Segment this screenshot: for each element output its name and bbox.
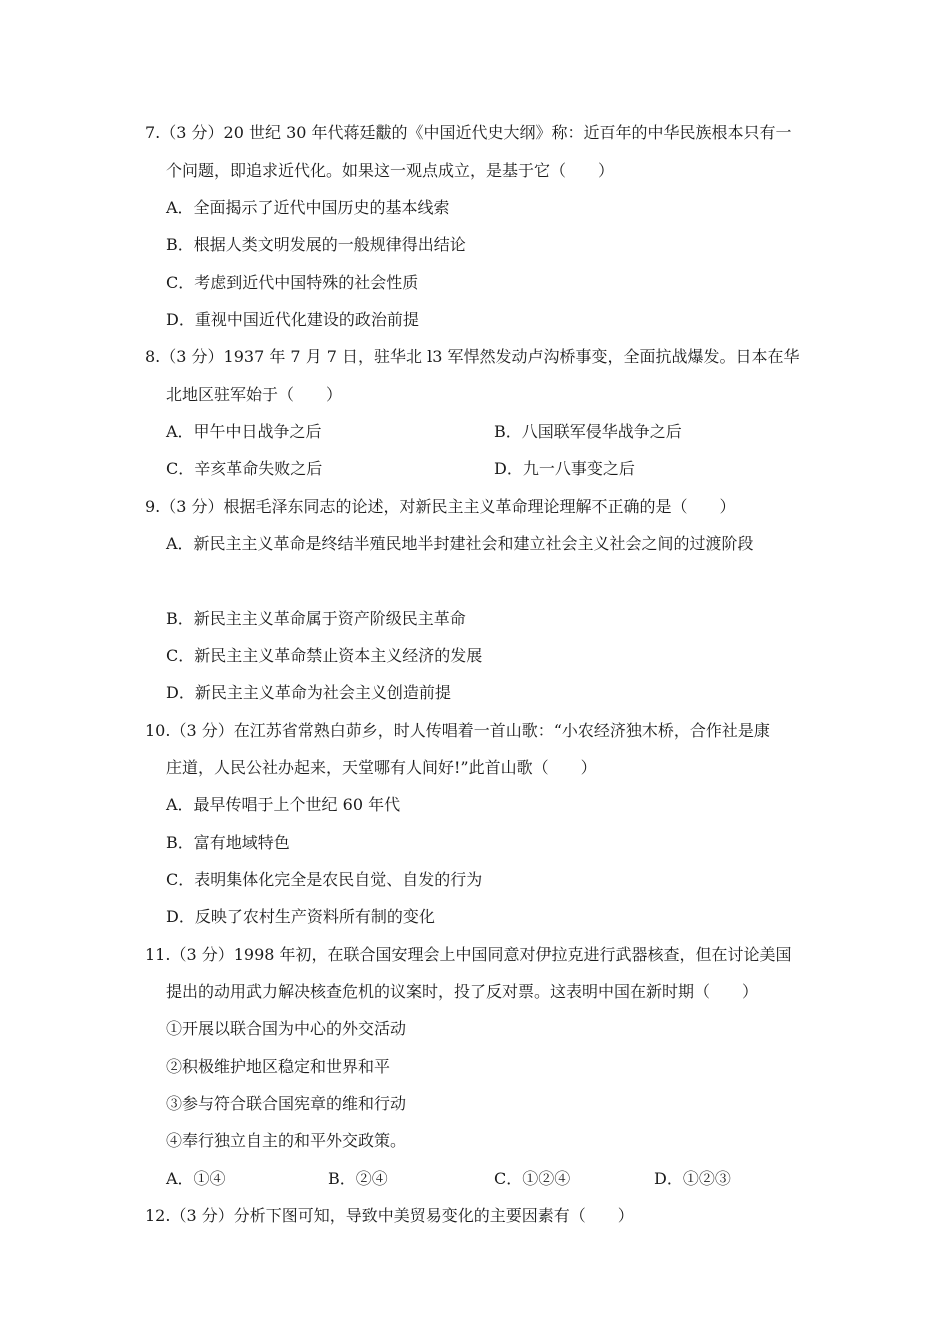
question-10-option-d: D．反映了农村生产资料所有制的变化 (166, 907, 435, 926)
question-9-option-d: D．新民主主义革命为社会主义创造前提 (166, 683, 451, 702)
question-10-option-b: B．富有地域特色 (166, 833, 290, 852)
question-10-option-a: A．最早传唱于上个世纪 60 年代 (166, 795, 401, 814)
question-10-option-c: C．表明集体化完全是农民自觉、自发的行为 (166, 870, 483, 889)
question-7-stem-line2: 个问题，即追求近代化。如果这一观点成立，是基于它（ ） (166, 161, 615, 180)
question-8-stem-line2: 北地区驻军始于（ ） (166, 385, 343, 404)
question-11-statement-3: ③参与符合联合国宪章的维和行动 (166, 1094, 407, 1113)
question-8-option-d: D．九一八事变之后 (494, 459, 635, 478)
question-11-stem-line1: 11.（3 分）1998 年初，在联合国安理会上中国同意对伊拉克进行武器核查，但在讨论美国 (145, 945, 792, 964)
question-7-option-d: D．重视中国近代化建设的政治前提 (166, 310, 419, 329)
question-11-stem-line2: 提出的动用武力解决核查危机的议案时，投了反对票。这表明中国在新时期（ ） (166, 982, 759, 1001)
question-7-option-c: C．考虑到近代中国特殊的社会性质 (166, 273, 419, 292)
question-10-stem-line1: 10.（3 分）在江苏省常熟白茆乡，时人传唱着一首山歌：“小农经济独木桥，合作社是康 (145, 721, 770, 740)
question-11-option-a: A．①④ (166, 1169, 226, 1188)
question-11-statement-1: ①开展以联合国为中心的外交活动 (166, 1019, 407, 1038)
question-9-option-a: A．新民主主义革命是终结半殖民地半封建社会和建立社会主义社会之间的过渡阶段 (166, 534, 754, 553)
question-8-option-b: B．八国联军侵华战争之后 (494, 422, 682, 441)
question-7-option-a: A．全面揭示了近代中国历史的基本线索 (166, 198, 450, 217)
question-8-option-c: C．辛亥革命失败之后 (166, 459, 323, 478)
question-11-statement-2: ②积极维护地区稳定和世界和平 (166, 1057, 391, 1076)
question-11-option-c: C．①②④ (494, 1169, 571, 1188)
question-12-stem: 12.（3 分）分析下图可知，导致中美贸易变化的主要因素有（ ） (145, 1206, 634, 1225)
question-7-option-b: B．根据人类文明发展的一般规律得出结论 (166, 235, 466, 254)
question-9-option-c: C．新民主主义革命禁止资本主义经济的发展 (166, 646, 483, 665)
question-11-statement-4: ④奉行独立自主的和平外交政策。 (166, 1131, 407, 1150)
question-7-stem-line1: 7.（3 分）20 世纪 30 年代蒋廷黻的《中国近代史大纲》称：近百年的中华民族根本只有一 (145, 123, 792, 142)
question-10-stem-line2: 庄道，人民公社办起来，天堂哪有人间好!”此首山歌（ ） (166, 758, 597, 777)
question-9-option-b: B．新民主主义革命属于资产阶级民主革命 (166, 609, 466, 628)
question-8-option-a: A．甲午中日战争之后 (166, 422, 322, 441)
question-8-stem-line1: 8.（3 分）1937 年 7 月 7 日，驻华北 l3 军悍然发动卢沟桥事变，全面抗战爆发。日本在华 (145, 347, 800, 366)
question-11-option-d: D．①②③ (654, 1169, 731, 1188)
question-9-stem: 9.（3 分）根据毛泽东同志的论述，对新民主主义革命理论理解不正确的是（ ） (145, 497, 736, 516)
question-11-option-b: B．②④ (328, 1169, 388, 1188)
